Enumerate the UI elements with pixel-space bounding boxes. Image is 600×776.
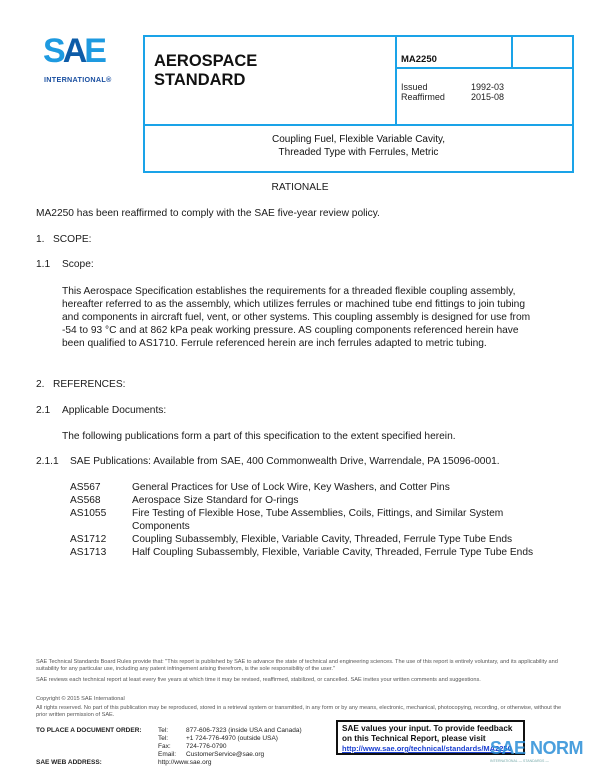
- section-2-1-1-heading: 2.1.1 SAE Publications: Available from SAE, 400 Commonwealth Drive, Warrendale, PA 15096-0001.: [36, 456, 500, 467]
- reference-row: AS1712 Coupling Subassembly, Flexible, Variable Cavity, Threaded, Ferrule Type Tube Ends: [70, 534, 513, 545]
- reference-row: AS1055 Fire Testing of Flexible Hose, Tube Assemblies, Coils, Fittings, and Similar System Components: [70, 508, 504, 532]
- reference-row: AS567 General Practices for Use of Lock Wire, Key Washers, and Cotter Pins: [70, 482, 450, 493]
- email-address[interactable]: CustomerService@sae.org: [186, 751, 265, 758]
- issued-date: 1992-03: [471, 82, 505, 92]
- fax-number: 724-776-0790: [186, 743, 227, 750]
- watermark-logo: SAE NORM INTERNATIONAL — STANDARDS —: [490, 738, 584, 763]
- section-2-1-heading: 2.1 Applicable Documents:: [36, 405, 167, 416]
- document-dates: Issued 1992-03 Reaffirmed 2015-08: [401, 82, 505, 102]
- rationale-heading: RATIONALE: [271, 182, 329, 193]
- phone-international: +1 724-776-4970 (outside USA): [186, 735, 278, 742]
- feedback-link[interactable]: http://www.sae.org/technical/standards/MA2250: [342, 744, 512, 753]
- reaffirmed-date: 2015-08: [471, 92, 505, 102]
- rationale-text: MA2250 has been reaffirmed to comply with the SAE five-year review policy.: [36, 208, 380, 219]
- reference-row: AS1713 Half Coupling Subassembly, Flexible, Variable Cavity, Threaded, Ferrule Type Tube Ends: [70, 547, 534, 558]
- scope-paragraph: This Aerospace Specification establishes the requirements for a threaded flexible coupling assembly, hereafter referred to as the assembly, which utilizes ferrules or machined tube end fittings to join tubing and components in aircraft fuel, vent, or other systems. This coupling assembly is designed for use from -54 to 93 °C and at 862 kPa peak working pressure. AS coupling components referenced herein have been qualified to AS1710. Ferrule referenced herein are inch ferrules adapted to metric tubing.: [62, 286, 531, 349]
- sae-logo-mark: SAE: [43, 32, 104, 70]
- section-1-1-heading: 1.1 Scope:: [36, 259, 94, 270]
- footer-review-text: SAE reviews each technical report at least every five years at which time it may be revised, reaffirmed, stabilized, or cancelled. SAE invites your written comments and suggestions.: [36, 677, 481, 683]
- applicable-documents-text: The following publications form a part of this specification to the extent specified herein.: [62, 431, 456, 442]
- divider: [395, 37, 397, 124]
- footer-rights-text: All rights reserved. No part of this publication may be reproduced, stored in a retrieval system or transmitted, in any form or by any means, electronic, mechanical, photocopying, recording, or otherwise, without the prior written permission of SAE.: [36, 705, 562, 718]
- phone-domestic: 877-606-7323 (inside USA and Canada): [186, 727, 302, 734]
- footer-copyright: Copyright © 2015 SAE International: [36, 696, 125, 702]
- divider: [511, 37, 513, 69]
- feedback-box: SAE values your input. To provide feedback on this Technical Report, please visit http://www.sae.org/technical/standards/MA2250: [336, 720, 525, 755]
- divider: [395, 67, 574, 69]
- web-address[interactable]: http://www.sae.org: [158, 759, 212, 766]
- divider: [145, 124, 574, 126]
- reference-row: AS568 Aerospace Size Standard for O-rings: [70, 495, 299, 506]
- sae-logo-subtitle: INTERNATIONAL®: [44, 75, 112, 84]
- document-type: AEROSPACE STANDARD: [154, 52, 258, 89]
- section-1-heading: 1. SCOPE:: [36, 234, 92, 245]
- document-subject: Coupling Fuel, Flexible Variable Cavity, Threaded Type with Ferrules, Metric: [271, 134, 446, 158]
- footer-rules-text: SAE Technical Standards Board Rules provide that: "This report is published by SAE to advance the state of technical and engineering sciences. The use of this report is entirely voluntary, and its applicability and suitability for any particular use, including any patent infringement arising therefrom, is the sole responsibility of the user.": [36, 659, 558, 672]
- document-number: MA2250: [401, 54, 437, 65]
- references-list: [70, 481, 536, 559]
- sae-logo: [40, 34, 126, 84]
- document-header-table: [143, 35, 574, 173]
- section-2-heading: 2. REFERENCES:: [36, 379, 126, 390]
